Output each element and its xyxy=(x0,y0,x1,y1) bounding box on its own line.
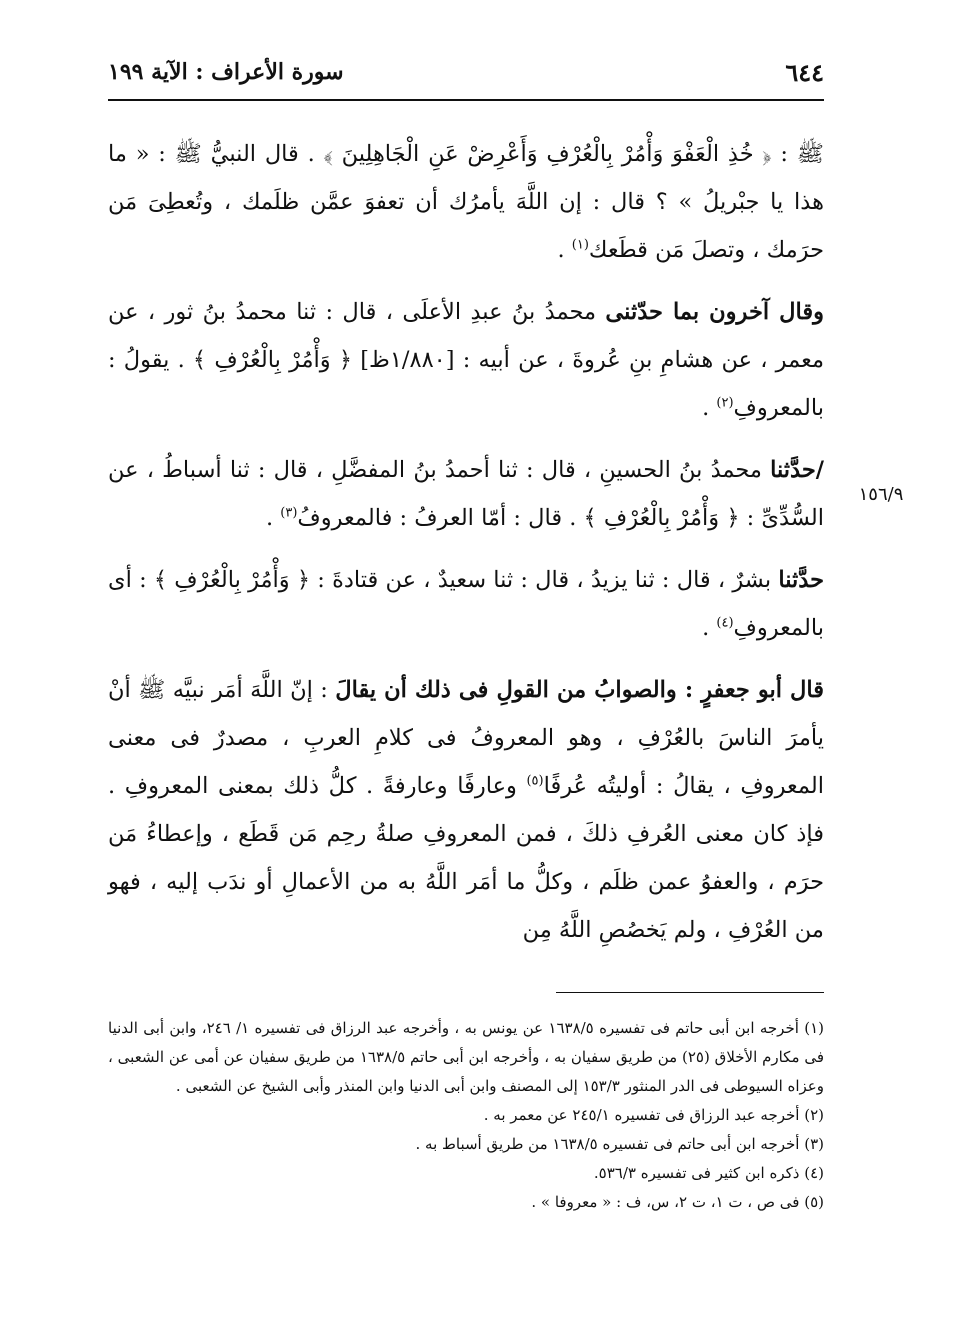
paragraph-text: : إنّ اللَّهَ أمَر نبيَّه ﷺ أنْ يأمرَ الناسَ بالعُرْفِ ، وهو المعروفُ فى كلامِ العربِ ، مصدرٌ فى معنى المعروفِ ، يقالُ : أوليتُه عُرفًا xyxy=(108,677,824,799)
footnote: (٢) أخرجه عبد الرزاق فى تفسيره ٢٤٥/١ عن معمر به . xyxy=(483,1106,824,1124)
paragraph xyxy=(108,288,824,432)
running-title: سورة الأعراف : الآية ١٩٩ xyxy=(108,59,344,85)
paragraph-text: بشرٌ ، قال : ثنا يزيدُ ، قال : ثنا سعيدٌ ، عن قتادةَ : ﴿ وَأْمُرْ بِالْعُرْفِ ﴾ : أى بالمعروفِ xyxy=(108,567,824,641)
page-header xyxy=(108,52,824,92)
main-text xyxy=(108,130,824,968)
paragraph-text: محمدُ بنُ عبدِ الأعلَى ، قال : ثنا محمدُ بنُ ثور ، عن معمر ، عن هشامِ بنِ عُروةَ ، عن أبيه : [١/٨٨٠ظ] ﴿ وَأْمُرْ بِالْعُرْفِ ﴾ . يقولُ : بالمعروفِ xyxy=(108,299,825,421)
paragraph-text: محمدُ بنُ الحسينِ ، قال : ثنا أحمدُ بنُ المفضَّلِ ، قال : ثنا أسباطُ ، عن السُّدِّىِّ : ﴿ وَأْمُرْ بِالْعُرْفِ ﴾ . قال : أمّا العرفُ : فالمعروفُ xyxy=(108,457,824,531)
paragraph xyxy=(108,446,824,542)
paragraph-lead: /حدَّثنا xyxy=(770,457,824,483)
footnote-marker: (١) xyxy=(571,237,589,253)
footnote: (١) أخرجه ابن أبى حاتم فى تفسيره ١٦٣٨/٥ عن يونس به ، وأخرجه عبد الرزاق فى تفسيره ١/ ٢٤٦، وابن أبى الدنيا فى مكارم الأخلاق (٢٥) من طريق سفيان به ، وأخرجه ابن أبى حاتم ١٦٣٨/٥ من طريق سفيان عن أمى عن الشعبى ، وعزاه السيوطى فى الدر المنثور ١٥٣/٣ إلى المصنف وابن أبى الدنيا وابن المنذر وأبى الشيخ عن الشعبى . xyxy=(108,1019,824,1095)
paragraph xyxy=(108,556,824,652)
footnote-marker: (٣) xyxy=(280,505,298,521)
footnote: (٤) ذكره ابن كثير فى تفسيره ٥٣٦/٣. xyxy=(593,1164,824,1182)
paragraph-end: . xyxy=(557,237,572,263)
footnote-marker: (٤) xyxy=(716,615,734,631)
paragraph-lead: حدَّثنا xyxy=(778,567,824,593)
paragraph-text: ﷺ : ﴿ خُذِ الْعَفْوَ وَأْمُرْ بِالْعُرْفِ وَأَعْرِضْ عَنِ الْجَاهِلِينَ ﴾ . قال النبيُّ ﷺ : « ما هذا يا جبْريلُ » ؟ قال : إن اللَّهَ يأمرُك أن تعفوَ عمَّن ظلَمك ، وتُعطِىَ مَن حرَمك ، وتصلَ مَن قطَعك xyxy=(108,141,824,263)
paragraph-lead: وقال آخرون بما حدّثنى xyxy=(605,299,824,325)
paragraph-end: . xyxy=(265,505,281,531)
paragraph-end: وعارفًا وعارفةً . كلُّ ذلك بمعنى المعروفِ . فإذ كان معنى العُرفِ ذلكَ ، فمن المعروفِ صلةُ رحِم مَن قَطَع ، وإعطاءُ مَن حرَم ، والعفوُ عمن ظلَم ، وكلُّ ما أمَر اللَّهُ به من الأعمالِ أو ندَب إليه ، فهو من العُرْفِ ، ولم يَخصُصِ اللَّهُ مِن xyxy=(108,773,824,943)
footnote-rule xyxy=(556,992,824,993)
footnote: (٥) فى ص ، ت ١، ت ٢، س، ف : « معروفا » . xyxy=(531,1193,824,1211)
footnote: (٣) أخرجه ابن أبى حاتم فى تفسيره ١٦٣٨/٥ من طريق أسباط به . xyxy=(415,1135,824,1153)
footnote-marker: (٢) xyxy=(716,395,734,411)
paragraph xyxy=(108,666,824,954)
footnote-marker: (٥) xyxy=(526,773,544,789)
page-number: ٦٤٤ xyxy=(785,57,824,87)
paragraph xyxy=(108,130,824,274)
paragraph-end: . xyxy=(702,395,717,421)
paragraph-lead: قال أبو جعفرٍ : والصوابُ من القولِ فى ذلك أن يقالَ xyxy=(335,677,824,703)
margin-reference: ١٥٦/٩ xyxy=(858,484,904,505)
paragraph-end: . xyxy=(702,615,717,641)
header-rule xyxy=(108,99,824,101)
footnotes xyxy=(108,1014,824,1217)
